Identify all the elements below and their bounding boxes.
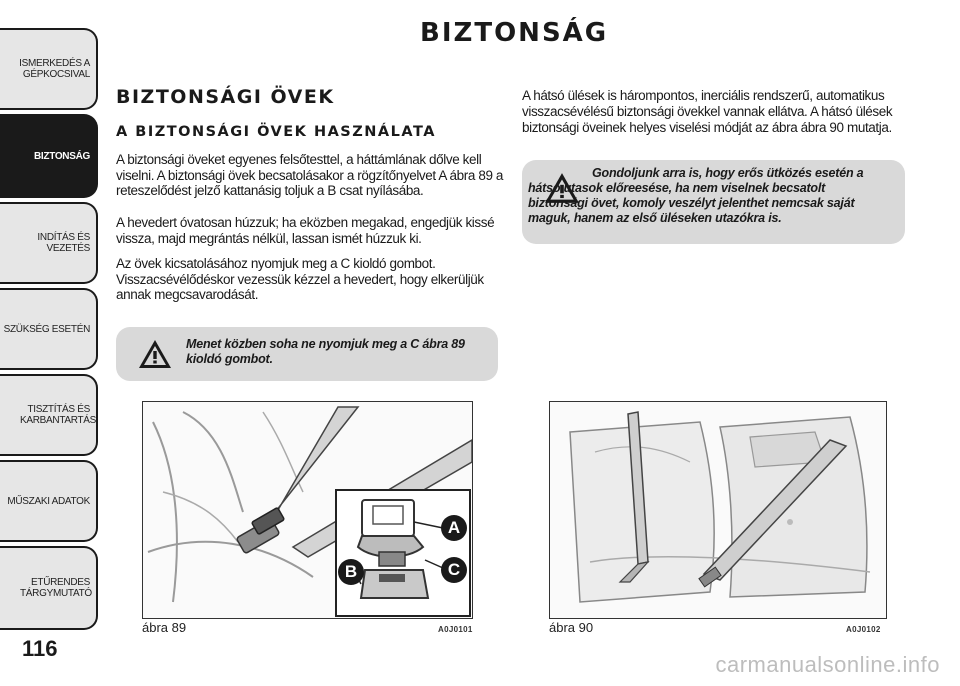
warning-box bbox=[522, 160, 905, 244]
figure-caption: ábra 89 bbox=[142, 620, 187, 635]
sidebar-tab-intro[interactable] bbox=[0, 28, 98, 110]
rear-seat-belts-illustration bbox=[550, 402, 886, 618]
seat-belt-buckle-illustration bbox=[143, 402, 472, 618]
callout-label-c bbox=[441, 557, 467, 583]
warning-text: Gondoljunk arra is, hogy erős ütközés esetén a hátsó utasok előreesése, ha nem viselnek becsatolt biztonsági övet, komoly veszélyt jelenthet nemcsak saját maguk, hanem az első üléseken utazókra is. bbox=[528, 166, 864, 225]
watermark: carmanualsonline.info bbox=[715, 652, 940, 677]
paragraph: Az övek kicsatolásához nyomjuk meg a C kioldó gombot. Visszacsévélődéskor vezessük kézzel a hevedert, hogy elkerüljük annak megcsavarodását. bbox=[116, 256, 484, 302]
callout-label-a bbox=[441, 515, 467, 541]
sidebar-tab-emergency[interactable] bbox=[0, 288, 98, 370]
figure-seat-belt-buckle bbox=[142, 401, 473, 619]
callout-text: B bbox=[344, 562, 358, 581]
sidebar-tab-label: INDÍTÁS ÉS VEZETÉS bbox=[37, 232, 90, 254]
sidebar-tab-technical-data[interactable] bbox=[0, 460, 98, 542]
sidebar-tab-label: MŰSZAKI ADATOK bbox=[7, 495, 90, 507]
sidebar-tab-label: TISZTÍTÁS ÉS KARBANTARTÁS bbox=[20, 404, 97, 426]
sidebar-tab-index[interactable] bbox=[0, 546, 98, 630]
warning-icon bbox=[138, 339, 172, 369]
callout-label-b bbox=[338, 559, 364, 585]
sidebar-tab-starting-driving[interactable] bbox=[0, 202, 98, 284]
figure-code: A0J0102 bbox=[846, 625, 881, 634]
paragraph: A hátsó ülések is hárompontos, inerciális rendszerű, automatikus visszacsévélésű biztonsági övekkel vannak ellátva. A hátsó ülések biztonsági öveinek helyes viselési módját az ábra ábra 90 mutatja. bbox=[522, 88, 893, 135]
sidebar-tab-maintenance[interactable] bbox=[0, 374, 98, 456]
paragraph: A biztonsági öveket egyenes felsőtesttel, a háttámlának dőlve kell viselni. A biztonsági övek becsatolásakor a rögzítőnyelvet A ábra 89 a reteszelődést jelző kattanásig toljuk a B csat nyílásába. bbox=[116, 152, 504, 198]
warning-box bbox=[116, 327, 498, 381]
figure-rear-seat-belts bbox=[549, 401, 887, 619]
sidebar-tab-label: BIZTONSÁG bbox=[33, 150, 90, 162]
subsection-title: A BIZTONSÁGI ÖVEK HASZNÁLATA bbox=[116, 124, 436, 140]
paragraph: A hevedert óvatosan húzzuk; ha eközben megakad, engedjük kissé vissza, majd megrántás nélkül, lassan ismét húzzuk ki. bbox=[116, 215, 495, 246]
page-number: 116 bbox=[22, 636, 58, 661]
section-title: BIZTONSÁGI ÖVEK bbox=[116, 86, 335, 108]
warning-text: Menet közben soha ne nyomjuk meg a C ábra 89 kioldó gombot. bbox=[186, 337, 465, 366]
figure-caption: ábra 90 bbox=[549, 620, 594, 635]
figure-code: A0J0101 bbox=[438, 625, 473, 634]
chapter-title: BIZTONSÁG bbox=[420, 18, 609, 48]
sidebar-tab-label: ISMERKEDÉS A GÉPKOCSIVAL bbox=[19, 58, 90, 80]
sidebar-tab-label: ETŰRENDES TÁRGYMUTATÓ bbox=[20, 577, 92, 599]
sidebar-tab-label: SZÜKSÉG ESETÉN bbox=[3, 323, 90, 335]
callout-text: C bbox=[447, 560, 461, 579]
callout-text: A bbox=[447, 518, 461, 537]
sidebar-tab-safety[interactable] bbox=[0, 114, 98, 198]
